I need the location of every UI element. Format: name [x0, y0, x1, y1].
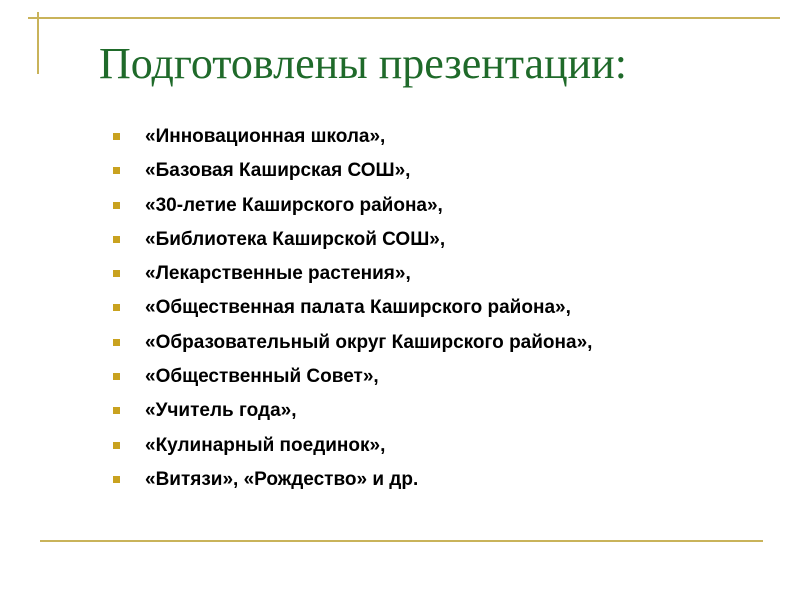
list-item-text: «Кулинарный поединок», — [145, 434, 386, 456]
square-bullet-icon — [113, 202, 120, 209]
square-bullet-icon — [113, 167, 120, 174]
square-bullet-icon — [113, 442, 120, 449]
square-bullet-icon — [113, 476, 120, 483]
square-bullet-icon — [113, 304, 120, 311]
list-item-text: «Базовая Каширская СОШ», — [145, 160, 411, 182]
square-bullet-icon — [113, 133, 120, 140]
square-bullet-icon — [113, 339, 120, 346]
list-item-text: «Витязи», «Рождество» и др. — [145, 468, 419, 490]
square-bullet-icon — [113, 236, 120, 243]
list-item-text: «Образовательный округ Каширского района», — [145, 331, 593, 353]
top-frame-line — [28, 17, 780, 19]
list-item-text: «Общественный Совет», — [145, 366, 379, 388]
slide-title: Подготовлены презентации: — [99, 39, 627, 88]
list-item-text: «Общественная палата Каширского района», — [145, 297, 571, 319]
square-bullet-icon — [113, 270, 120, 277]
left-frame-line — [37, 12, 39, 74]
list-item-text: «30-летие Каширского района», — [145, 194, 443, 216]
list-item-text: «Лекарственные растения», — [145, 263, 411, 285]
square-bullet-icon — [113, 373, 120, 380]
list-item-text: «Инновационная школа», — [145, 126, 386, 147]
bottom-frame-line — [40, 540, 763, 542]
list-item-text: «Библиотека Каширской СОШ», — [145, 228, 446, 250]
square-bullet-icon — [113, 407, 120, 414]
list-item-text: «Учитель года», — [145, 400, 297, 422]
